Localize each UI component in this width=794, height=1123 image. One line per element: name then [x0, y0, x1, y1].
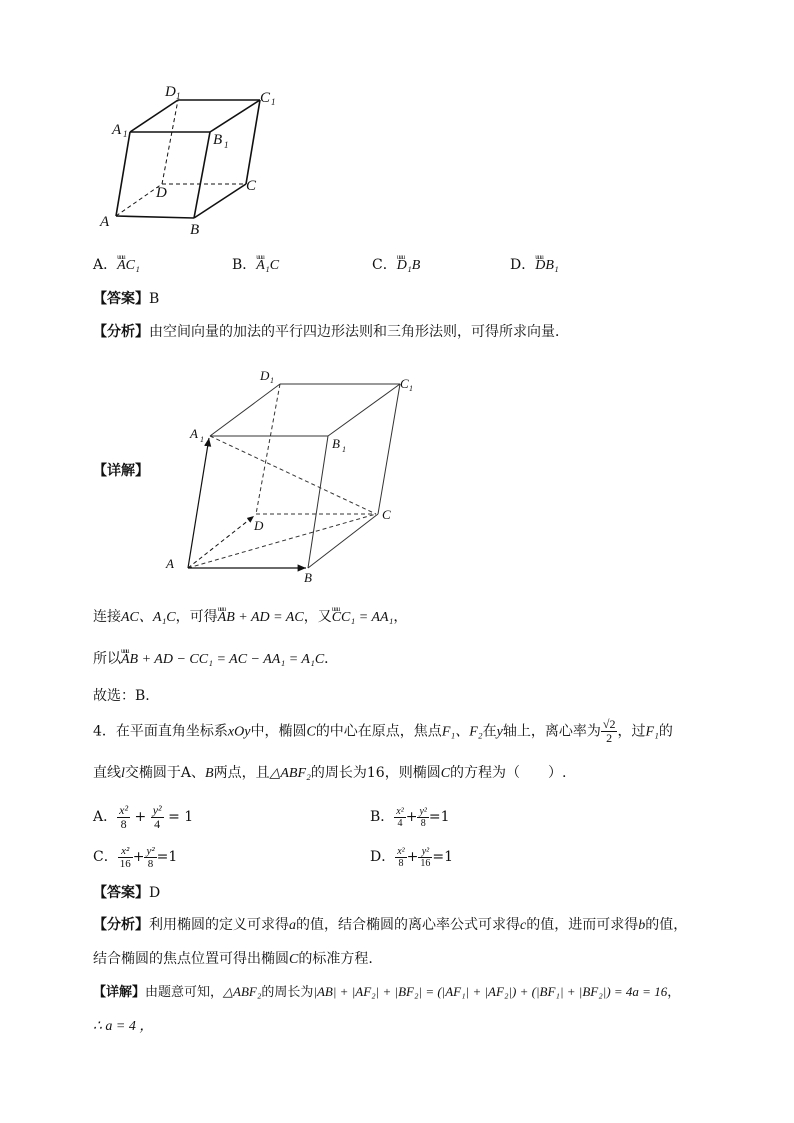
q3-option-c[interactable] — [372, 256, 420, 275]
vertex-label-B1: B — [332, 436, 340, 451]
analysis-tag: 【分析】 — [93, 917, 149, 933]
subscript-B1: 1 — [224, 140, 229, 150]
fraction — [417, 806, 428, 829]
subscript-C1: 1 — [409, 384, 413, 393]
rhs: =1 — [428, 809, 450, 825]
q4-analysis-line-1 — [93, 916, 687, 935]
option-vector: uuu D₁B — [397, 257, 421, 275]
text: 连接 — [93, 609, 121, 625]
text: 由题意可知， — [145, 985, 224, 1000]
rhs: =1 — [156, 849, 178, 865]
denominator: 8 — [420, 817, 426, 829]
text: 的值，结合椭圆的离心率公式可求得 — [296, 917, 520, 933]
option-vector: uuu A₁C — [256, 257, 279, 275]
option-letter: D． — [510, 257, 536, 273]
text: 直线 — [93, 765, 121, 781]
numerator: y² — [146, 844, 155, 857]
option-letter: B． — [232, 257, 257, 273]
vector-equation: uuu CC₁ = AA₁ — [332, 609, 394, 627]
numerator: y² — [419, 805, 427, 817]
q4-detail-line-2: ∴ a = 4 ， — [93, 1019, 154, 1034]
option-letter: D． — [370, 849, 396, 865]
text: ，过 — [617, 723, 646, 740]
fraction — [118, 845, 133, 870]
vertex-label-C: C — [246, 178, 257, 194]
text: 在 — [482, 723, 497, 740]
subscript-A1: 1 — [200, 435, 204, 444]
q3-option-b[interactable] — [232, 256, 279, 275]
math: l — [121, 766, 125, 781]
question-number: 4． — [93, 723, 116, 740]
q3-analysis — [93, 323, 569, 341]
answer-tag: 【答案】 — [93, 885, 149, 901]
math: △ABF₂ — [223, 984, 262, 999]
q4-option-b[interactable]: B． $\frac{\text{x²}}{4}$ + $\frac{\text{y²}}{8}$ =1 — [370, 805, 450, 829]
q4-stem-line-1 — [93, 718, 673, 746]
q4-detail-line-1 — [93, 983, 680, 1002]
vertex-label-D: D — [254, 518, 264, 533]
vertex-label-C1: C — [260, 90, 271, 106]
math: |AB| + |AF₂| + |BF₂| = (|AF₁| + |AF₂|) + (|BF₁| + |BF₂|) = 4a = 16 — [313, 984, 668, 999]
text: ，又 — [303, 609, 332, 625]
text: 结合椭圆的焦点位置可得出椭圆 — [93, 951, 289, 967]
q4-option-d[interactable]: D． $\frac{\text{x²}}{8}$ + $\frac{\text{y²}}{16}$ =1 — [370, 845, 454, 869]
denominator: 8 — [120, 816, 127, 831]
denominator: 16 — [119, 857, 131, 870]
option-letter: A． — [93, 809, 118, 825]
text: ，可得 — [175, 609, 218, 625]
vertex-label-D1: D — [165, 84, 176, 100]
rhs: =1 — [432, 849, 454, 865]
fraction — [151, 804, 164, 831]
fraction — [144, 845, 156, 870]
numerator: y² — [418, 846, 432, 858]
math: b — [638, 918, 646, 933]
detail-tag: 【详解】 — [93, 985, 146, 1000]
text: 的方程为（ ）. — [450, 765, 567, 781]
numerator: x² — [397, 845, 405, 857]
numerator: √2 — [602, 717, 616, 731]
vertex-label-A1: A — [190, 426, 198, 441]
denominator: 4 — [154, 816, 161, 831]
option-letter: A． — [93, 257, 118, 273]
math: C — [289, 952, 299, 967]
analysis-text: 由空间向量的加法的平行四边形法则和三角形法则，可得所求向量． — [149, 324, 569, 340]
subscript-C1: 1 — [271, 97, 276, 107]
math: xOy — [227, 724, 251, 740]
q3-option-d[interactable] — [510, 256, 559, 275]
parallelepiped-figure-1 — [90, 78, 300, 238]
text: ， — [393, 609, 408, 625]
math: 16 — [366, 765, 385, 781]
subscript-B1: 1 — [342, 445, 346, 454]
option-vector: uuu AC₁ — [117, 257, 140, 275]
vertex-label-A: A — [100, 214, 110, 230]
vertex-label-B1: B — [213, 132, 223, 148]
q4-analysis-line-2 — [93, 950, 373, 969]
math: F₁、F₂ — [441, 724, 483, 740]
text: 的值，进而可求得 — [526, 917, 639, 933]
q3-conclusion: 故选：B. — [93, 688, 150, 704]
text: ，则椭圆 — [384, 765, 441, 781]
text: 轴上，离心率为 — [502, 723, 601, 740]
numerator: x² — [118, 845, 133, 858]
q3-option-a[interactable] — [93, 256, 140, 275]
denominator: 8 — [398, 857, 404, 869]
math: F₁ — [645, 724, 659, 740]
vector-equation: uuu AB + AD − CC₁ = AC − AA₁ = A₁C — [121, 651, 324, 669]
q3-answer — [93, 290, 159, 308]
denominator: 8 — [147, 857, 154, 870]
option-letter: C． — [93, 849, 118, 865]
vector-equation: uuu AB + AD = AC — [218, 609, 304, 627]
q4-stem-line-2 — [93, 764, 567, 783]
vertex-label-B: B — [190, 222, 200, 238]
numerator: x² — [119, 802, 129, 817]
math: a — [289, 918, 296, 933]
text: 的周长为 — [261, 985, 314, 1000]
option-letter: C． — [372, 257, 397, 273]
numerator: x² — [396, 805, 404, 817]
text: 的值， — [645, 917, 688, 933]
text: ， — [667, 985, 681, 1000]
text: 的中心在原点，焦点 — [315, 723, 442, 740]
q4-option-c[interactable]: C． $\frac{\text{x²}}{16}$ + $\frac{\text{y²}}{8}$ =1 — [93, 844, 178, 870]
analysis-tag: 【分析】 — [93, 324, 149, 340]
denominator: 16 — [420, 857, 431, 869]
text: 在平面直角坐标系 — [115, 723, 228, 740]
vertex-label-C1: C — [400, 376, 409, 391]
parallelepiped-figure-2 — [160, 362, 430, 592]
subscript-A1: 1 — [123, 129, 128, 139]
math: △ABF₂ — [269, 766, 311, 781]
fraction — [117, 804, 130, 831]
denominator: 2 — [606, 731, 613, 745]
text: 所以 — [93, 651, 121, 667]
text: 交椭圆于 — [124, 765, 181, 781]
vertex-label-D: D — [156, 185, 167, 201]
q4-answer — [93, 884, 160, 902]
q3-detail-line-1 — [93, 608, 407, 627]
vertex-label-D1: D — [260, 368, 270, 383]
text: 两点，且 — [213, 765, 270, 781]
text: 、 — [191, 765, 206, 781]
vertex-label-C: C — [382, 507, 391, 522]
subscript-D1: 1 — [270, 376, 274, 385]
q3-detail-tag: 【详解】 — [93, 463, 149, 479]
fraction — [418, 846, 432, 869]
option-letter: B． — [370, 809, 395, 825]
option-vector: uuu DB₁ — [535, 257, 559, 275]
answer-tag: 【答案】 — [93, 291, 149, 307]
text: 的标准方程. — [298, 951, 373, 967]
text: 的周长为 — [310, 765, 367, 781]
fraction — [395, 846, 406, 869]
q4-option-a[interactable]: A． $\frac{\text{x²}}{8}$ + $\frac{\text{y²}}{4}$ = 1 — [93, 802, 194, 831]
math: B — [205, 766, 214, 781]
math: C — [440, 766, 451, 781]
math: AC、A₁C — [121, 610, 176, 625]
vertex-label-A1: A — [112, 122, 122, 138]
denominator: 4 — [397, 817, 403, 829]
math: c — [520, 918, 527, 933]
math: A — [180, 765, 192, 781]
fraction — [394, 806, 405, 829]
text: 的 — [658, 723, 673, 740]
subscript-D1: 1 — [176, 91, 181, 101]
rhs: = 1 — [163, 809, 194, 825]
math: C — [306, 724, 316, 740]
numerator: y² — [152, 802, 162, 817]
answer-value: B — [149, 291, 160, 307]
vertex-label-A: A — [166, 556, 174, 571]
answer-value: D — [149, 885, 161, 901]
eccentricity-fraction — [601, 718, 618, 745]
text: 利用椭圆的定义可求得 — [149, 917, 289, 933]
q3-detail-line-2 — [93, 650, 338, 669]
vertex-label-B: B — [304, 570, 312, 585]
text: 中，椭圆 — [250, 723, 307, 740]
math: y — [496, 724, 503, 740]
text: ． — [324, 651, 339, 667]
